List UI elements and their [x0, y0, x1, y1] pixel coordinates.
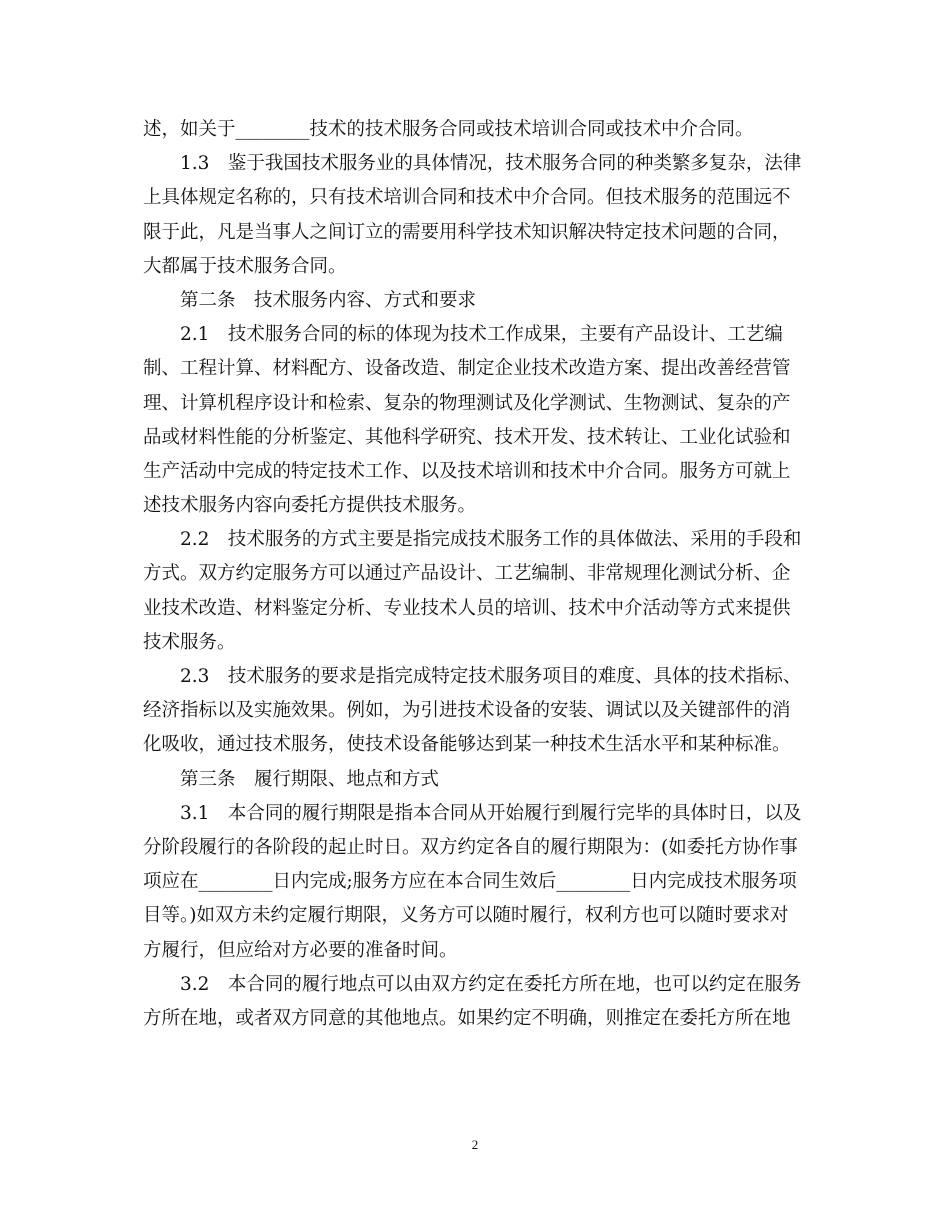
text-line: 方履行，但应给对方必要的准备时间。: [143, 939, 458, 961]
text-line: 分阶段履行的各阶段的起止时日。双方约定各自的履行期限为：(如委托方协作事: [143, 836, 798, 858]
clause-3-2-line: 3.2 本合同的履行地点可以由双方约定在委托方所在地，也可以约定在服务: [180, 973, 802, 995]
text-line: 制、工程计算、材料配方、设备改造、制定企业技术改造方案、提出改善经营管: [143, 358, 791, 380]
section-heading-2: 第二条 技术服务内容、方式和要求: [180, 289, 477, 311]
text-line: 述技术服务内容向委托方提供技术服务。: [143, 495, 477, 517]
page-number: 2: [471, 1137, 479, 1152]
clause-1-3-line: 1.3 鉴于我国技术服务业的具体情况，技术服务合同的种类繁多复杂，法律: [180, 153, 802, 175]
text-line: 理、计算机程序设计和检索、复杂的物理测试及化学测试、生物测试、复杂的产: [143, 392, 791, 414]
text-line: 业技术改造、材料鉴定分析、专业技术人员的培训、技术中介活动等方式来提供: [143, 597, 791, 619]
section-heading-3: 第三条 履行期限、地点和方式: [180, 768, 440, 790]
text-line: 化吸收，通过技术服务，使技术设备能够达到某一种技术生活水平和某种标准。: [143, 734, 791, 756]
document-body: [143, 113, 809, 1036]
text-line: 目等。)如双方未约定履行期限，义务方可以随时履行，权利方也可以随时要求对: [143, 905, 789, 927]
clause-3-1-line: 3.1 本合同的履行期限是指本合同从开始履行到履行完毕的具体时日，以及: [180, 802, 802, 824]
clause-2-3-line: 2.3 技术服务的要求是指完成特定技术服务项目的难度、具体的技术指标、: [180, 666, 802, 687]
text-line: 方式。双方约定服务方可以通过产品设计、工艺编制、非常规理化测试分析、企: [143, 563, 791, 585]
text-line: 技术服务。: [143, 631, 236, 653]
text-line: 大都属于技术服务合同。: [143, 255, 347, 277]
text-line: 项应在________日内完成;服务方应在本合同生效后________日内完成技术服务项: [143, 871, 797, 893]
text-line: 述，如关于________技术的技术服务合同或技术培训合同或技术中介合同。: [143, 119, 754, 140]
text-line: 经济指标以及实施效果。例如，为引进技术设备的安装、调试以及关键部件的消: [143, 700, 791, 722]
clause-2-2-line: 2.2 技术服务的方式主要是指完成技术服务工作的具体做法、采用的手段和: [180, 529, 802, 551]
text-line: 方所在地，或者双方同意的其他地点。如果约定不明确，则推定在委托方所在地: [143, 1007, 791, 1029]
clause-2-1-line: 2.1 技术服务合同的标的体现为技术工作成果，主要有产品设计、工艺编: [180, 324, 783, 346]
text-line: 品或材料性能的分析鉴定、其他科学研究、技术开发、技术转让、工业化试验和: [143, 426, 791, 448]
text-line: 上具体规定名称的，只有技术培训合同和技术中介合同。但技术服务的范围远不: [143, 187, 791, 209]
text-line: 生产活动中完成的特定技术工作、以及技术培训和技术中介合同。服务方可就上: [143, 460, 791, 482]
text-line: 限于此，凡是当事人之间订立的需要用科学技术知识解决特定技术问题的合同，: [143, 221, 791, 243]
